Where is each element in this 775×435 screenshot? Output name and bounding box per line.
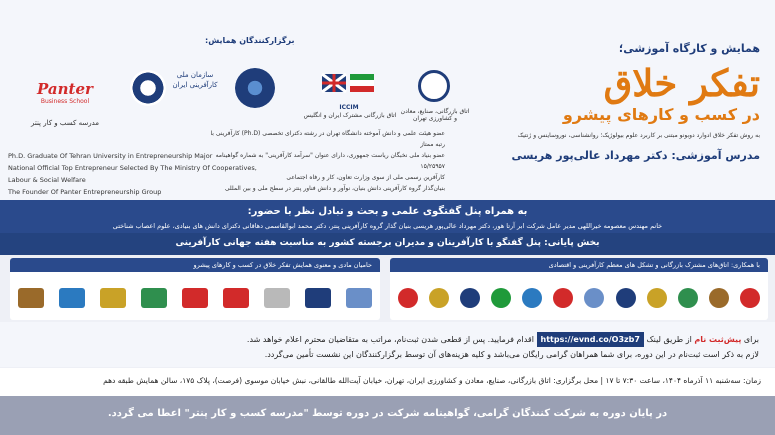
partner-logo (678, 288, 698, 308)
bio-line: کارآفرین رسمی ملی از سوی وزارت تعاون، کار و رفاه اجتماعی (286, 174, 445, 181)
sponsor-logo (305, 288, 331, 308)
event-description: به روش تفکر خلاق ادوارد دوبونو مبتنی بر کاربرد علوم بیولوژیک؛ روانشناسی، نوروساینس و ژنتیک (517, 132, 760, 139)
chamber-logo-blue (235, 68, 275, 108)
sponsors-box (10, 258, 380, 320)
iccim-caption: اتاق بازرگانی مشترک ایران و انگلیس (303, 112, 397, 119)
partner-logo (709, 288, 729, 308)
sponsor-logo (18, 288, 44, 308)
bio-line: عضو بنیاد ملی نخبگان ریاست جمهوری، دارای عنوان "سرآمد کارآفرینی" به شماره گواهینامه ۱۵/۲۵۹۵۷ (215, 152, 445, 170)
partner-logo (398, 288, 418, 308)
title-block (470, 42, 760, 162)
sponsor-logo (59, 288, 85, 308)
partner-logo (584, 288, 604, 308)
iccim-text: ICCIM (339, 104, 359, 111)
sponsors-heading: حامیان مادی و معنوی همایش تفکر خلاق در کسب و کارهای پیشرو (10, 258, 380, 272)
panter-fa: مدرسه کسب و کار پنتر (30, 119, 100, 127)
english-bio (8, 150, 278, 198)
tehran-chamber-logo (418, 70, 450, 102)
sponsor-logo (100, 288, 126, 308)
partner-logos (398, 280, 760, 316)
registration-section (0, 322, 775, 367)
bio-line: بنیان‌گذار گروه کارآفرینی دانش بنیان، نوآور و دانش فناور پنتر در سطح ملی و بین المللی (224, 185, 445, 192)
organizers-label: برگزارکنندگان همایش: (205, 36, 295, 45)
panter-sub: Business School (40, 98, 90, 105)
national-org-logo (130, 70, 166, 106)
panter-logo (30, 80, 100, 127)
sponsor-logo (264, 288, 290, 308)
event-subtitle: در کسب و کارهای پیشرو (562, 105, 760, 124)
reg-prefix: برای (743, 335, 759, 344)
partner-logo (553, 288, 573, 308)
reg-highlight: پیش‌ثبت نام (694, 335, 742, 344)
sponsor-logo (223, 288, 249, 308)
partner-logo (616, 288, 636, 308)
event-title: تفکر خلاق (603, 61, 760, 105)
event-type: همایش و کارگاه آموزشی؛ (618, 42, 760, 55)
bio-line: عضو هیئت علمی و دانش آموخته دانشگاه تهران در رشته دکترای تخصصی (Ph.D) کارآفرینی با رتبه ممتاز (210, 130, 445, 148)
eng-bio-line: The Founder Of Panter Entrepreneurship Group (8, 188, 162, 196)
registration-note: لازم به ذکر است ثبت‌نام در این دوره، برای شما همراهان گرامی رایگان می‌باشد و کلیه هزینه‌های آن توسط برگزارکنندگان این نشست تأمین می‌گردد. (264, 350, 759, 359)
partner-logo (429, 288, 449, 308)
registration-link[interactable]: https://evnd.co/O3zb7 (537, 332, 644, 347)
footer-certificate: در پایان دوره به شرکت کنندگان گرامی، گواهینامه شرکت در دوره توسط "مدرسه کسب و کار پنتر" اعطا می گردد. (0, 396, 775, 435)
partner-logo (491, 288, 511, 308)
panel-title: به همراه پنل گفتگوی علمی و بحث و تبادل نظر با حضور: (247, 206, 528, 217)
eng-bio-line: National Official Top Entrepreneur Selected By The Ministry Of Cooperatives, Labour & Social Welfare (8, 164, 257, 184)
registration-line (16, 332, 759, 347)
partners-heading: با همکاری: اتاق‌های مشترک بازرگانی و تشکل های معظم کارآفرینی و اقتصادی (390, 258, 768, 272)
sponsor-logos (18, 280, 372, 316)
teacher-name: مدرس آموزشی: دکتر مهرداد عالی‌پور هریسی (511, 149, 760, 162)
panter-name: Panter (37, 80, 93, 98)
partner-logo (740, 288, 760, 308)
partner-logo (522, 288, 542, 308)
panel-guests: خانم مهندس معصومه خیراللهی مدیر عامل شرکت ابر آرتا هور، دکتر مهرداد عالی‌پور هریسی بنیان گذار گروه کارآفرینی پنتر، دکتر محمد ابوالقاسمی دهاقانی دکترای دانش های بنیادی، علوم اعصاب شناختی (112, 222, 663, 230)
event-info: زمان: سه‌شنبه ۱۱ آذرماه ۱۴۰۴، ساعت ۷:۳۰ تا ۱۷ | محل برگزاری: اتاق بازرگانی، صنایع، معادن و کشاورزی ایران، تهران، خیابان آیت‌الله طالقانی، نبش خیابان موسوی (فرصت)، پلاک ۱۷۵، سالن همایش طبقه دهم (0, 368, 775, 396)
header-section (0, 0, 775, 200)
sponsor-logo (141, 288, 167, 308)
reg-mid: از طریق لینک (646, 335, 692, 344)
tehran-chamber-caption: اتاق بازرگانی، صنایع، معادن و کشاورزی تهران (400, 108, 470, 122)
eng-bio-line: Ph.D. Graduate Of Tehran University in Entrepreneurship Major (8, 152, 213, 160)
partner-logo (647, 288, 667, 308)
organizer-logos (30, 60, 470, 130)
national-org-caption: سازمان ملی کارآفرینی ایران (172, 71, 218, 89)
sponsor-logo (346, 288, 372, 308)
partner-logo (460, 288, 480, 308)
iccim-logo (320, 70, 378, 110)
final-panel-bar: بخش پایانی: پنل گفتگو با کارآفرینان و مدیران برجسته کشور به مناسبت هفته جهانی کارآفرینی (0, 233, 775, 255)
reg-suffix: اقدام فرمایید. پس از قطعی شدن ثبت‌نام، مراتب به متقاضیان محترم اعلام خواهد شد. (246, 335, 534, 344)
sponsor-logo (182, 288, 208, 308)
partners-box (390, 258, 768, 320)
